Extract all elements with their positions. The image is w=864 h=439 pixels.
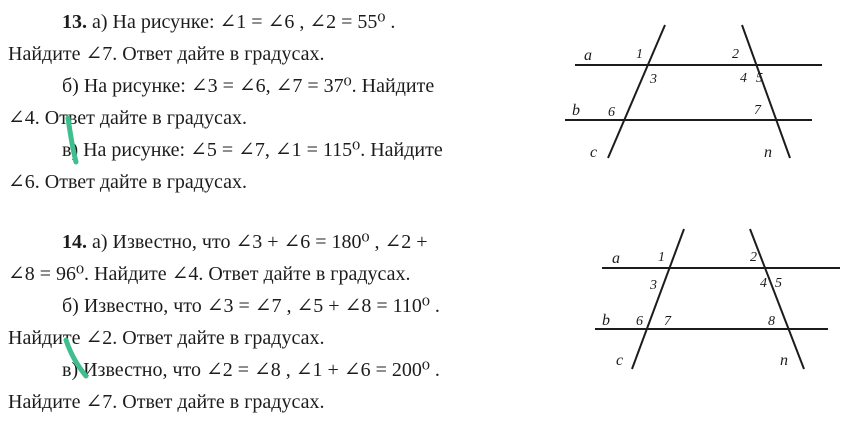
- problem-13-line-3: б) На рисунке: ∠3 = ∠6, ∠7 = 37⁰. Найдите: [62, 75, 435, 97]
- angle-5: 5: [756, 71, 763, 86]
- label-a: a: [584, 47, 592, 64]
- angle-3: 3: [650, 278, 657, 293]
- problem-14-line-6: Найдите ∠7. Ответ дайте в градусах.: [8, 391, 325, 413]
- figure-14: [590, 225, 850, 375]
- line-n: [750, 229, 804, 369]
- problem-13-line-1: 13. а) На рисунке: ∠1 = ∠6 , ∠2 = 55⁰ .: [62, 11, 396, 33]
- label-b: b: [602, 312, 610, 329]
- line-n: [742, 25, 790, 158]
- angle-4: 4: [740, 71, 747, 86]
- problem-number: 14.: [62, 231, 87, 253]
- problem-14-line-4: Найдите ∠2. Ответ дайте в градусах.: [8, 327, 325, 349]
- problem-13-line-2: Найдите ∠7. Ответ дайте в градусах.: [8, 43, 325, 65]
- problem-13-line-4: ∠4. Ответ дайте в градусах.: [8, 107, 247, 129]
- problem-13-line-5: в) На рисунке: ∠5 = ∠7, ∠1 = 115⁰. Найдите: [62, 139, 443, 161]
- angle-5: 5: [775, 276, 782, 291]
- line-c: [608, 25, 665, 158]
- highlighter-mark-2: [58, 334, 98, 384]
- problem-13-line-6: ∠6. Ответ дайте в градусах.: [8, 171, 247, 193]
- label-a: a: [612, 250, 620, 267]
- label-n: n: [780, 352, 788, 369]
- label-c: c: [616, 352, 624, 369]
- problem-number: 13.: [62, 11, 87, 33]
- angle-2: 2: [732, 47, 739, 62]
- angle-8: 8: [768, 314, 775, 329]
- angle-3: 3: [650, 72, 657, 87]
- angle-7: 7: [664, 314, 671, 329]
- problem-14-line-1: 14. а) Известно, что ∠3 + ∠6 = 180⁰ , ∠2 +: [62, 231, 428, 253]
- label-c: c: [590, 144, 598, 161]
- angle-4: 4: [760, 276, 767, 291]
- label-n: n: [764, 144, 772, 161]
- label-b: b: [572, 102, 580, 119]
- problem-14-line-3: б) Известно, что ∠3 = ∠7 , ∠5 + ∠8 = 110⁰ .: [62, 295, 440, 317]
- problem-14-line-2: ∠8 = 96⁰. Найдите ∠4. Ответ дайте в градусах.: [8, 263, 411, 285]
- angle-1: 1: [636, 47, 643, 62]
- problem-14-line-5: в) Известно, что ∠2 = ∠8 , ∠1 + ∠6 = 200⁰ .: [62, 359, 440, 381]
- angle-2: 2: [750, 250, 757, 265]
- angle-7: 7: [754, 103, 761, 118]
- figure-13: [560, 20, 840, 170]
- angle-6: 6: [636, 314, 643, 329]
- angle-1: 1: [658, 250, 665, 265]
- angle-6: 6: [608, 105, 615, 120]
- highlighter-mark-1: [60, 112, 90, 172]
